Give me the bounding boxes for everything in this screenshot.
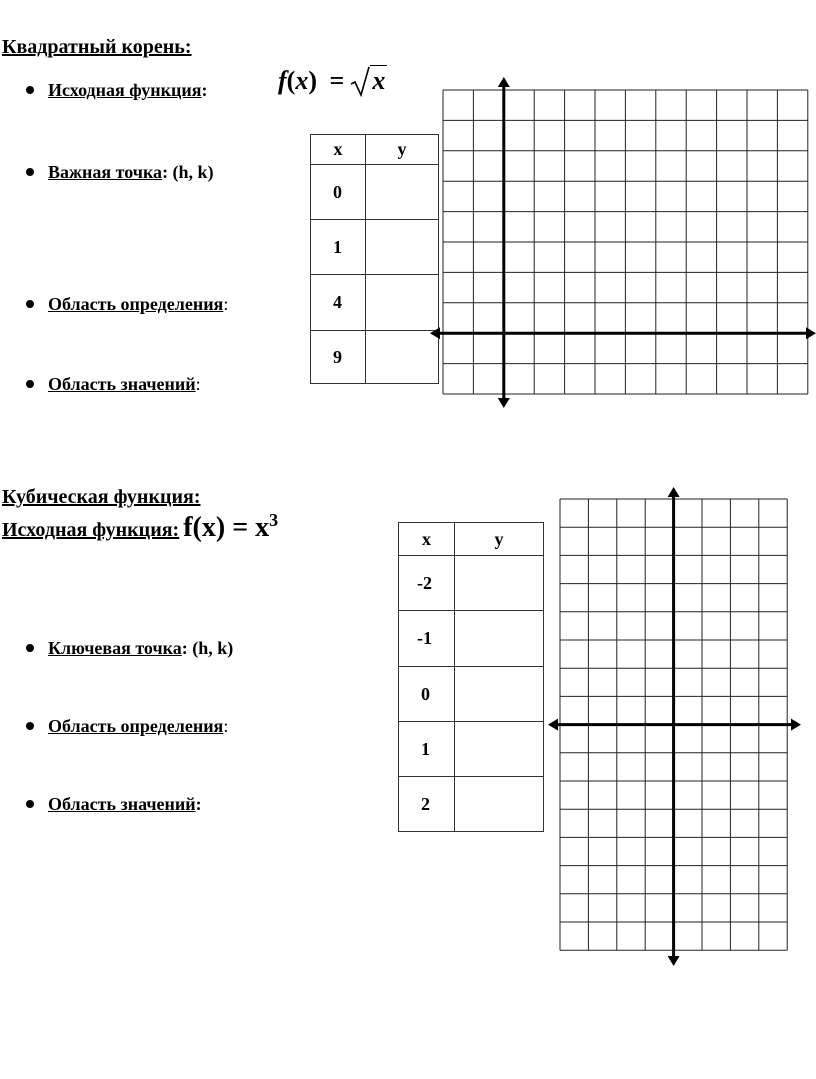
table-row — [399, 667, 544, 722]
bullet-icon — [26, 300, 34, 308]
table-cell-x: 0 — [311, 165, 366, 220]
table-cell-x: -2 — [399, 556, 455, 611]
table-row — [311, 220, 439, 275]
table-row — [399, 556, 544, 611]
table-cell-x: 1 — [399, 722, 455, 777]
table-cell-y[interactable] — [455, 611, 544, 667]
table-header-row — [311, 135, 439, 165]
table-cell-x: -1 — [399, 611, 455, 667]
table-cell-y[interactable] — [455, 722, 544, 777]
table-cell-y[interactable] — [366, 331, 439, 384]
bullet-icon — [26, 86, 34, 94]
bullet-icon — [26, 722, 34, 730]
formula-lparen: ( — [286, 66, 296, 95]
range-item — [26, 374, 201, 395]
key-point-label: Важная точка — [48, 162, 163, 182]
parent-function-label: Исходная функция — [48, 80, 202, 100]
bullet-icon — [26, 380, 34, 388]
cubic-key-point-label: Ключевая точка — [48, 638, 182, 658]
table-row — [399, 611, 544, 667]
cubic-range-colon: : — [195, 794, 202, 814]
arrow-down-icon — [668, 956, 680, 966]
table-header-x: x — [311, 135, 366, 165]
cubic-formula: f(x) = x — [183, 512, 270, 543]
table-cell-y[interactable] — [366, 275, 439, 331]
table-cell-y[interactable] — [455, 667, 544, 722]
key-point-item — [26, 162, 214, 183]
section1-heading: Квадратный корень: — [2, 36, 192, 58]
bullet-icon — [26, 800, 34, 808]
formula-equals: = — [329, 66, 345, 95]
domain-label: Область определения — [48, 294, 224, 314]
table-cell-y[interactable] — [366, 220, 439, 275]
table-cell-y[interactable] — [455, 556, 544, 611]
cubic-key-point-item — [26, 638, 233, 659]
cubic-range-label: Область значений — [48, 794, 196, 814]
radical-sign-icon — [350, 68, 370, 96]
domain-colon: : — [223, 294, 229, 314]
arrow-left-icon — [548, 719, 558, 731]
range-colon: : — [195, 374, 201, 394]
table-cell-x: 2 — [399, 777, 455, 832]
arrow-right-icon — [806, 327, 816, 339]
table-row — [399, 777, 544, 832]
cubic-range-item — [26, 794, 202, 815]
cubic-domain-item — [26, 716, 228, 737]
formula-radicand: x — [372, 66, 386, 95]
table-cell-x: 9 — [311, 331, 366, 384]
table-row — [311, 275, 439, 331]
table-header-y: y — [455, 523, 544, 556]
formula-x: x — [295, 66, 309, 95]
table-header-x: x — [399, 523, 455, 556]
table-row — [399, 722, 544, 777]
domain-item — [26, 294, 228, 315]
table-row — [311, 165, 439, 220]
arrow-up-icon — [668, 487, 680, 497]
values-table-1 — [310, 134, 439, 384]
section2-heading: Кубическая функция: — [2, 486, 201, 508]
parent-function-colon: : — [201, 80, 208, 100]
cubic-key-point-value: : (h, k) — [181, 638, 234, 658]
range-label: Область значений — [48, 374, 196, 394]
table-cell-y[interactable] — [455, 777, 544, 832]
arrow-down-icon — [498, 398, 510, 408]
sqrt-formula — [278, 66, 387, 96]
table-cell-x: 0 — [399, 667, 455, 722]
formula-rparen: ) — [308, 66, 318, 95]
values-table-2 — [398, 522, 544, 832]
cubic-domain-label: Область определения — [48, 716, 224, 736]
cubic-parent-label: Исходная функция: — [2, 519, 180, 541]
formula-f: f — [278, 66, 287, 95]
table-cell-y[interactable] — [366, 165, 439, 220]
cubic-parent-line — [2, 509, 279, 544]
table-cell-x: 1 — [311, 220, 366, 275]
bullet-icon — [26, 168, 34, 176]
table-cell-x: 4 — [311, 275, 366, 331]
table-header-y: y — [366, 135, 439, 165]
parent-function-item — [26, 80, 208, 101]
cubic-domain-colon: : — [223, 716, 229, 736]
table-row — [311, 331, 439, 384]
table-header-row — [399, 523, 544, 556]
arrow-right-icon — [791, 719, 801, 731]
cubic-formula-exponent: 3 — [269, 509, 279, 530]
arrow-up-icon — [498, 77, 510, 87]
key-point-value: : (h, k) — [162, 162, 214, 182]
bullet-icon — [26, 644, 34, 652]
